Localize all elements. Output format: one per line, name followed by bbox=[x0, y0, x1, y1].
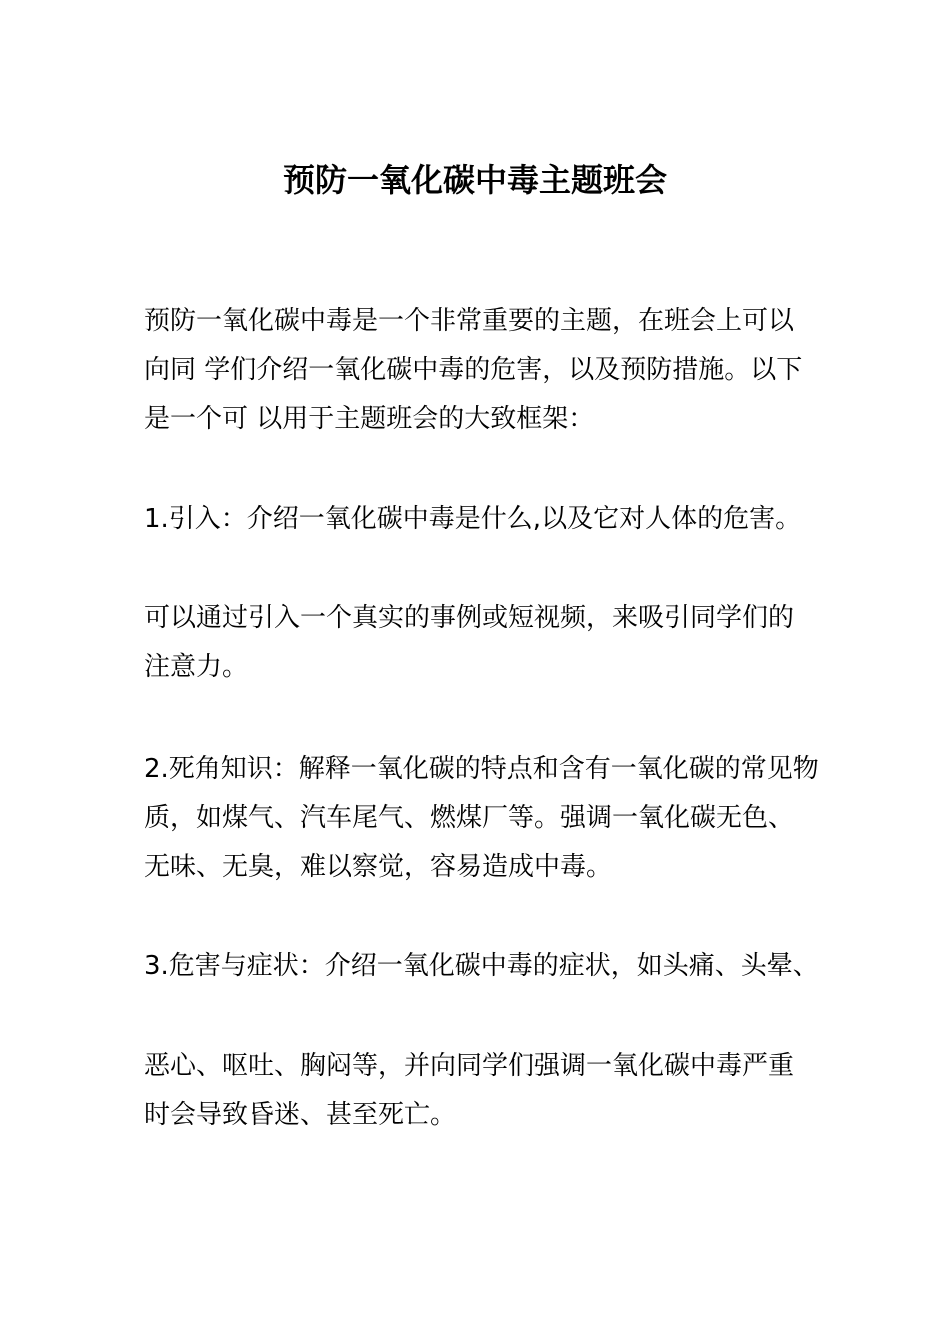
paragraph-line: 是一个可 以用于主题班会的大致框架： bbox=[144, 404, 595, 434]
paragraph-line: 无味、无臭，难以察觉，容易造成中毒。 bbox=[144, 852, 613, 882]
document-title: 预防一氧化碳中毒主题班会 bbox=[282, 161, 667, 199]
paragraph-line: 向同 学们介绍一氧化碳中毒的危害，以及预防措施。以下 bbox=[144, 355, 803, 385]
paragraph-line: 3.危害与症状：介绍一氧化碳中毒的症状，如头痛、头晕、 bbox=[144, 951, 819, 981]
paragraph-line: 预防一氧化碳中毒是一个非常重要的主题，在班会上可以 bbox=[144, 306, 795, 336]
paragraph-line: 时会导致昏迷、甚至死亡。 bbox=[144, 1100, 457, 1130]
paragraph-line: 质，如煤气、汽车尾气、燃煤厂等。强调一氧化碳无色、 bbox=[144, 803, 795, 833]
paragraph-line: 注意力。 bbox=[144, 652, 249, 682]
paragraph-line: 恶心、呕吐、胸闷等，并向同学们强调一氧化碳中毒严重 bbox=[144, 1051, 795, 1081]
paragraph-line: 2.死角知识：解释一氧化碳的特点和含有一氧化碳的常见物 bbox=[144, 754, 819, 784]
paragraph-line: 可以通过引入一个真实的事例或短视频，来吸引同学们的 bbox=[144, 603, 795, 633]
paragraph-line: 1.引入：介绍一氧化碳中毒是什么,以及它对人体的危害。 bbox=[144, 504, 802, 534]
